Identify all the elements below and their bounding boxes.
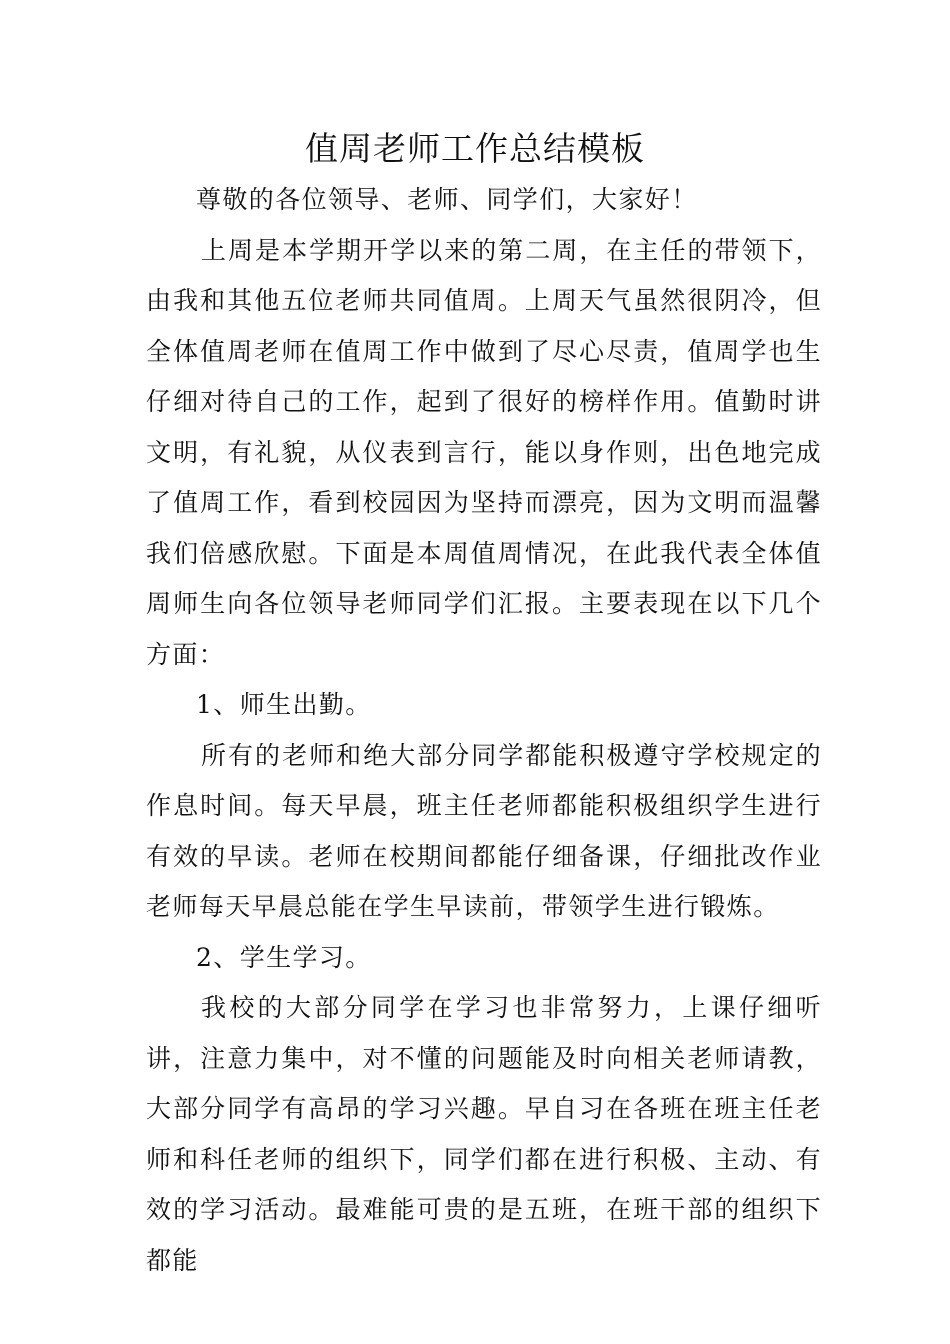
intro-paragraph: 上周是本学期开学以来的第二周，在主任的带领下，由我和其他五位老师共同值周。上周天气虽然很阴冷，但全体值周老师在值周工作中做到了尽心尽责，值周学也生仔细对待自己的工作，起到了很好的榜样作用。值勤时讲文明，有礼貌，从仪表到言行，能以身作则，出色地完成了值周工作，看到校园因为坚持而漂亮，因为文明而温馨我们倍感欣慰。下面是本周值周情况，在此我代表全体值周师生向各位领导老师同学们汇报。主要表现在以下几个方面： — [146, 235, 822, 669]
section-heading-attendance: 1、师生出勤。 — [196, 690, 372, 719]
section-heading-study: 2、学生学习。 — [196, 942, 372, 972]
document-title: 值周老师工作总结模板 — [305, 129, 645, 168]
greeting-paragraph: 尊敬的各位领导、老师、同学们，大家好！ — [196, 185, 698, 214]
attendance-paragraph: 所有的老师和绝大部分同学都能积极遵守学校规定的作息时间。每天早晨，班主任老师都能积极组织学生进行有效的早读。老师在校期间都能仔细备课，仔细批改作业老师每天早晨总能在学生早读前，带领学生进行锻炼。 — [146, 740, 822, 921]
document-body — [146, 175, 822, 1286]
study-paragraph: 我校的大部分同学在学习也非常努力，上课仔细听讲，注意力集中，对不懂的问题能及时向相关老师请教，大部分同学有高昂的学习兴趣。早自习在各班在班主任老师和科任老师的组织下，同学们都在进行积极、主动、有效的学习活动。最难能可贵的是五班，在班干部的组织下都能 — [146, 993, 822, 1275]
